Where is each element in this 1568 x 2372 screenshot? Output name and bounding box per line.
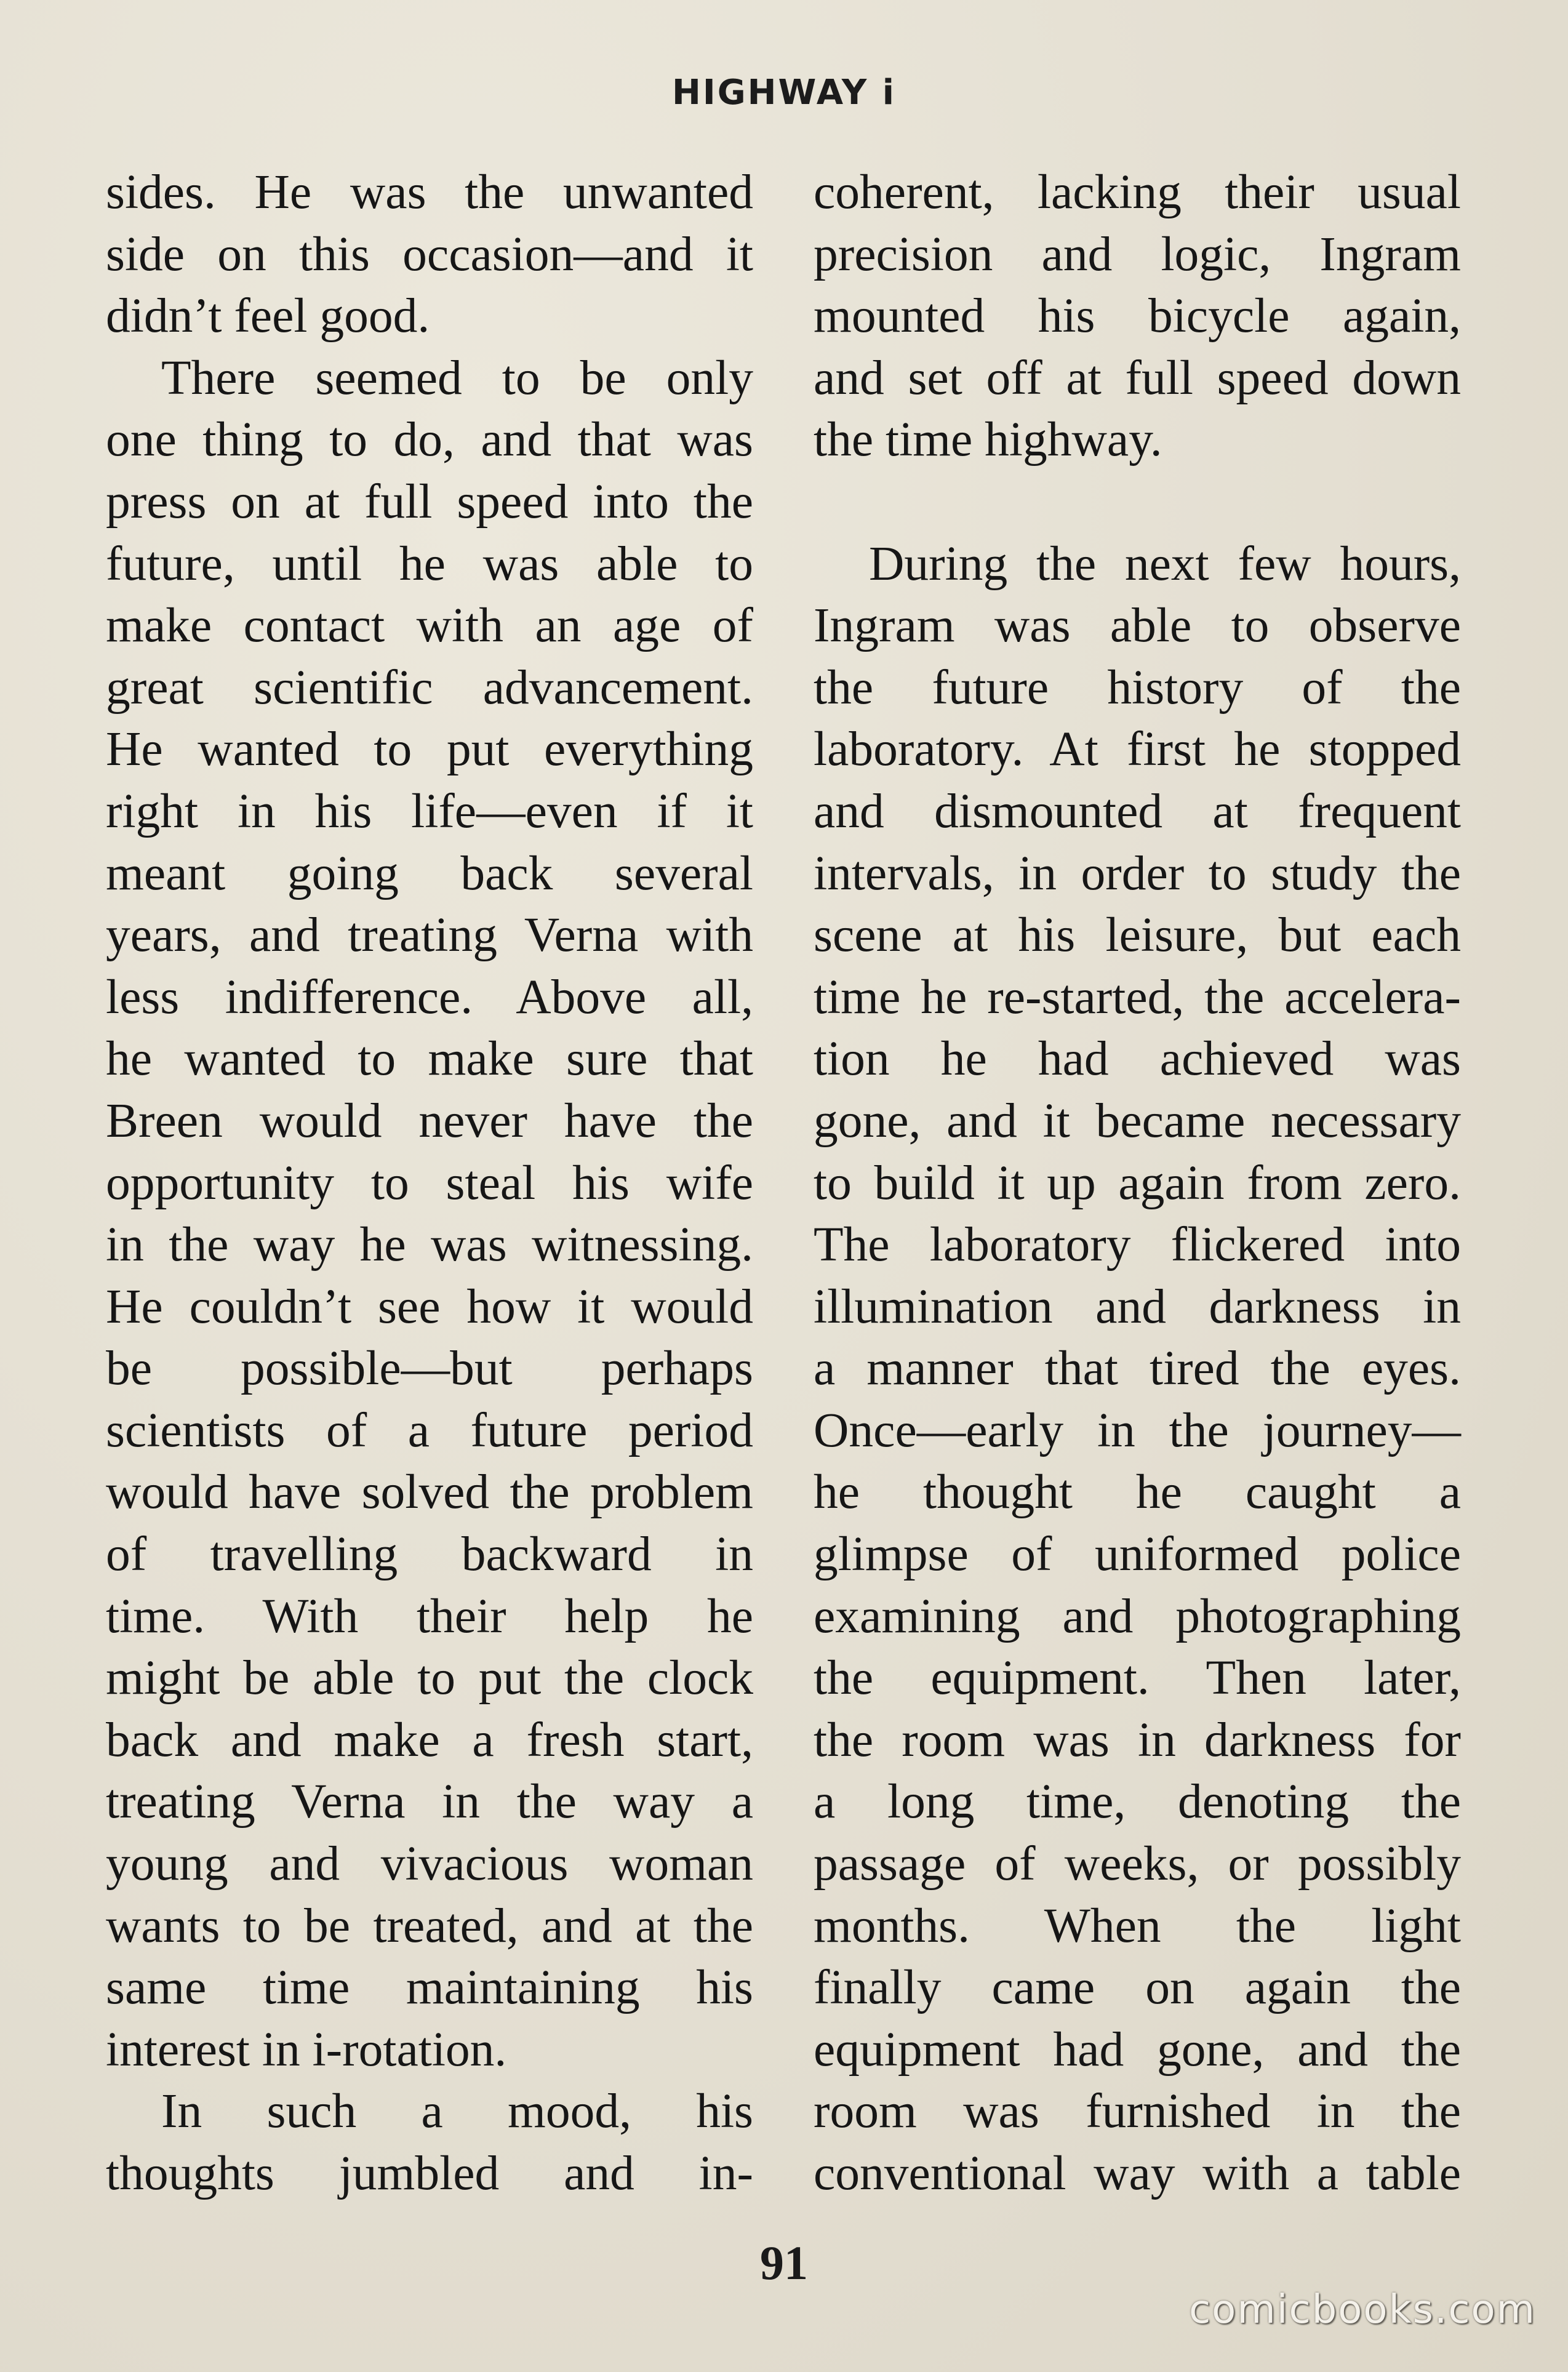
text-line: press on at full speed into the [106,474,753,529]
text-line: mounted his bicycle again, [814,289,1461,343]
text-line: coherent, lacking their usual [814,165,1461,219]
text-line: examining and photographing [814,1589,1461,1643]
text-line: Breen would never have the [106,1093,753,1148]
text-line: would have solved the problem [106,1465,753,1520]
text-line: side on this occasion—and it [106,226,753,281]
text-line: Ingram was able to observe [814,598,1461,653]
text-line: glimpse of uniformed police [814,1527,1461,1582]
text-line: precision and logic, Ingram [814,226,1461,281]
text-line: to build it up again from zero. [814,1155,1461,1210]
text-line: illumination and darkness in [814,1279,1461,1334]
text-line: the room was in darkness for [814,1712,1461,1767]
text-line: conventional way with a table [814,2146,1461,2200]
text-line: laboratory. At first he stopped [814,722,1461,777]
text-line: of travelling backward in [106,1527,753,1582]
text-line: He couldn’t see how it would [106,1279,753,1334]
text-line: be possible—but perhaps [106,1341,753,1396]
text-line: the time highway. [814,412,1162,467]
text-line: one thing to do, and that was [106,412,753,467]
text-line: In such a mood, his [161,2084,753,2139]
running-title: HIGHWAY i [671,73,896,113]
text-line: There seemed to be only [161,350,753,405]
text-line: interest in i-rotation. [106,2022,507,2077]
right-text-column [814,161,1461,2205]
watermark: comicbooks.com [1188,2287,1536,2333]
text-line: gone, and it became necessary [814,1093,1461,1148]
text-line: time he re-started, the accelera- [814,969,1461,1024]
text-line: Once—early in the journey— [814,1403,1461,1457]
text-line: opportunity to steal his wife [106,1155,753,1210]
text-line: great scientific advancement. [106,660,753,715]
text-line: future, until he was able to [106,536,753,591]
text-line: months. When the light [814,1898,1461,1953]
text-line: equipment had gone, and the [814,2022,1461,2077]
text-line: didn’t feel good. [106,289,430,343]
text-line: sides. He was the unwanted [106,165,753,219]
text-line: scene at his leisure, but each [814,908,1461,963]
text-line: less indifference. Above all, [106,969,753,1024]
text-line: passage of weeks, or possibly [814,1837,1461,1891]
text-line: the future history of the [814,660,1461,715]
text-line: same time maintaining his [106,1960,753,2015]
text-line: treating Verna in the way a [106,1774,753,1829]
text-line: He wanted to put everything [106,722,753,777]
text-line: intervals, in order to study the [814,846,1461,900]
text-line: he thought he caught a [814,1465,1461,1520]
text-line: and set off at full speed down [814,350,1461,405]
text-line: scientists of a future period [106,1403,753,1457]
text-line: wants to be treated, and at the [106,1898,753,1953]
text-line: years, and treating Verna with [106,908,753,963]
text-line: time. With their help he [106,1589,753,1643]
text-line: back and make a fresh start, [106,1712,753,1767]
text-line: thoughts jumbled and in- [106,2146,753,2200]
text-line: young and vivacious woman [106,1837,753,1891]
text-line: The laboratory flickered into [814,1217,1461,1272]
text-line: tion he had achieved was [814,1032,1461,1086]
text-line: meant going back several [106,846,753,900]
page-number: 91 [760,2236,808,2290]
text-line: in the way he was witnessing. [106,1217,753,1272]
text-line: make contact with an age of [106,598,753,653]
text-line: the equipment. Then later, [814,1651,1461,1705]
text-line: he wanted to make sure that [106,1032,753,1086]
text-line: room was furnished in the [814,2084,1461,2139]
text-line: right in his life—even if it [106,783,753,838]
left-text-column [106,161,753,2205]
text-line: a long time, denoting the [814,1774,1461,1829]
text-line: a manner that tired the eyes. [814,1341,1461,1396]
paragraph-break [814,471,1461,533]
text-line: might be able to put the clock [106,1651,753,1705]
text-line: and dismounted at frequent [814,783,1461,838]
text-line: finally came on again the [814,1960,1461,2015]
text-line: During the next few hours, [869,536,1461,591]
